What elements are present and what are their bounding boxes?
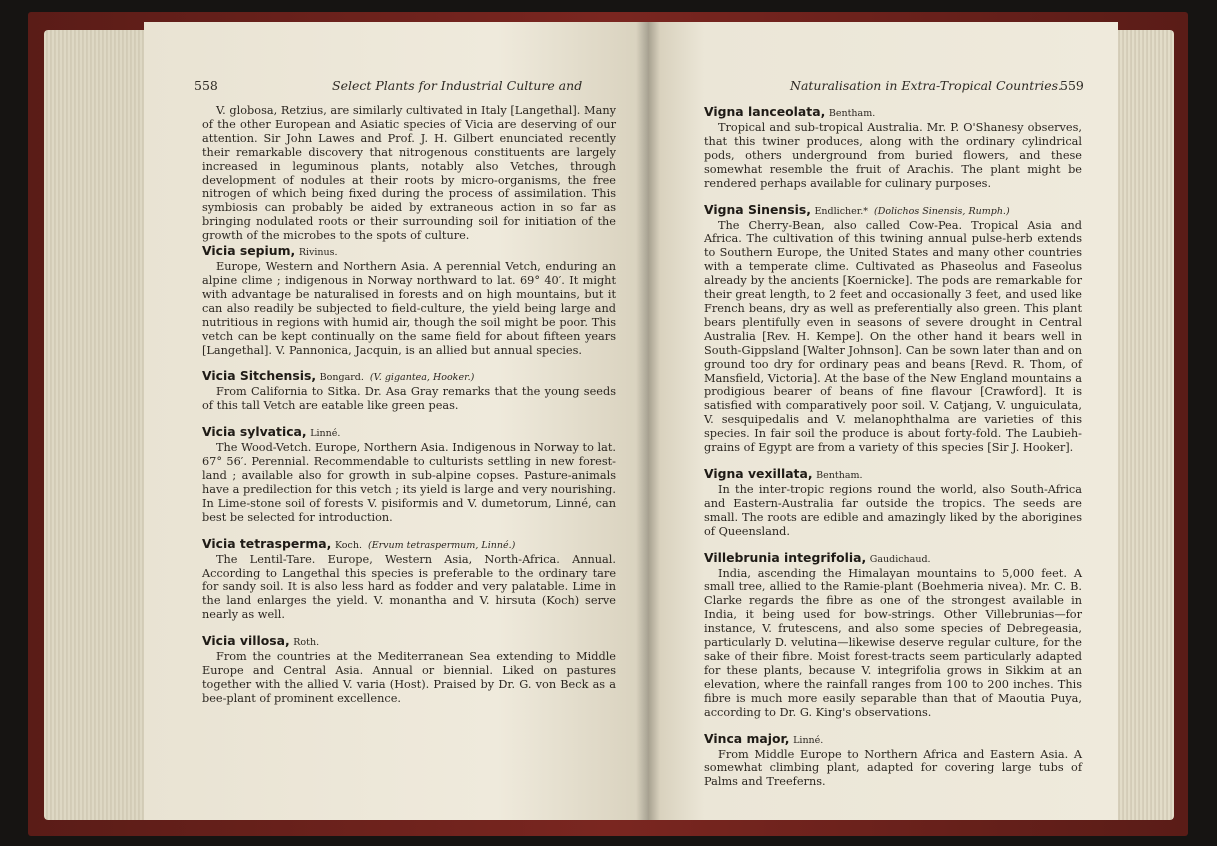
left-page-stack — [44, 30, 156, 820]
entry-description: Tropical and sub-tropical Australia. Mr. P. O'Shanesy observes, that this twiner produces, along with the ordinary cylindrical pods, others underground from buried flowers, and these somewhat resemble the fruit of Arachis. The plant might be rendered perhaps available for culinary purposes. — [704, 121, 1082, 190]
plant-entry — [704, 731, 1082, 790]
plant-entry — [704, 104, 1082, 191]
plant-entry — [202, 536, 616, 623]
species-name: Vigna lanceolata, — [704, 104, 826, 119]
plant-entry — [202, 368, 616, 413]
entry-heading — [704, 466, 1082, 483]
entry-description: The Wood-Vetch. Europe, Northern Asia. Indigenous in Norway to lat. 67° 56′. Perennial. Recommendable to culturists settling in new forest-land ; available also for growth in sub-alpine copses. Pasture-animals have a predilection for this vetch ; its yield is large and very nourishing. In Lime-stone soil of forests V. pisiformis and V. dumetorum, Linné, can best be selected for introduction. — [202, 441, 616, 524]
entry-heading — [704, 104, 1082, 121]
species-authority: Endlicher.* — [814, 205, 869, 217]
plant-entry — [202, 243, 616, 357]
entry-description: From Middle Europe to Northern Africa and Eastern Asia. A somewhat climbing plant, adapted for covering large tubs of Palms and Treeferns. — [704, 747, 1082, 789]
entry-heading — [202, 633, 616, 650]
book-gutter — [636, 22, 660, 820]
left-entries — [202, 243, 616, 706]
intro-paragraph: V. globosa, Retzius, are similarly cultivated in Italy [Langethal]. Many of the other European and Asiatic species of Vicia are deserving of our attention. Sir John Lawes and Prof. J. H. Gilbert enunciated recently their remarkable discovery that nitrogenous constituents are largely increased in leguminous plants, notably also Vetches, through development of nodules at their roots by micro-organisms, the free nitrogen of which being fixed during the process of assimilation. This symbiosis can probably be aided by extraneous action in so far as bringing nodulated roots or their surrounding soil for initiation of the growth of the microbes to the spots of culture. — [202, 104, 616, 243]
entry-heading — [202, 243, 616, 260]
entry-description: The Lentil-Tare. Europe, Western Asia, North-Africa. Annual. According to Langethal this species is preferable to the ordinary tare for sandy soil. It is also less hard as fodder and very palatable. Lime in the land enlarges the yield. V. monantha and V. hirsuta (Koch) serve nearly as well. — [202, 552, 616, 622]
left-running-title: Select Plants for Industrial Culture and — [332, 78, 583, 93]
right-running-title: Naturalisation in Extra-Tropical Countries. — [790, 78, 1062, 93]
species-synonym: (V. gigantea, Hooker.) — [369, 372, 475, 384]
entry-description: The Cherry-Bean, also called Cow-Pea. Tropical Asia and Africa. The cultivation of this twining annual pulse-herb extends to Southern Europe, the United States and many other countries with a temperate clime. Cultivated as Phaseolus and Faseolus already by the ancients [Koernicke]. The pods are remarkable for their great length, to 2 feet and occasionally 3 feet, and used like French beans, dry as well as preferentially also green. This plant bears plentifully even in seasons of severe drought in Central Australia [Rev. H. Kempe]. On the other hand it bears well in South-Gippsland [Walter Johnson]. Can be sown later than and on ground too dry for ordinary peas and beans [Revd. R. Thom, of Mansfield, Victoria]. At the base of the New England mountains a prodigious bearer of beans of fine flavour [Crawford]. It is satisfied with comparatively poor soil. V. Catjang, V. unguiculata, V. sesquipedalis and V. melanophthalma are varieties of this species. In fair soil the produce is about forty-fold. The Laubieh-grains of Egypt are from a variety of this species [Sir J. Hooker]. — [704, 218, 1082, 455]
species-name: Vicia villosa, — [202, 633, 290, 649]
species-authority: Gaudichaud. — [869, 553, 931, 565]
left-page — [144, 22, 648, 820]
species-name: Vicia Sitchensis, — [202, 368, 317, 384]
species-name: Vicia sepium, — [202, 243, 296, 259]
species-name: Vicia tetrasperma, — [202, 535, 332, 551]
species-synonym: (Dolichos Sinensis, Rumph.) — [874, 205, 1010, 217]
species-authority: Bentham. — [816, 469, 863, 481]
species-authority: Rivinus. — [298, 247, 338, 259]
entry-description: From California to Sitka. Dr. Asa Gray remarks that the young seeds of this tall Vetch are eatable like green peas. — [202, 385, 616, 413]
species-name: Villebrunia integrifolia, — [704, 549, 867, 565]
plant-entry — [704, 466, 1082, 539]
species-name: Vinca major, — [704, 730, 790, 746]
entry-heading — [704, 550, 1082, 567]
plant-entry — [704, 202, 1082, 455]
species-name: Vigna vexillata, — [704, 465, 813, 481]
species-authority: Linné. — [793, 734, 824, 746]
plant-entry — [202, 424, 616, 524]
entry-description: From the countries at the Mediterranean Sea extending to Middle Europe and Central Asia. Annual or biennial. Liked on pastures together with the allied V. varia (Host). Praised by Dr. G. von Beck as a bee-plant of prominent excellence. — [202, 650, 616, 705]
right-page — [648, 22, 1118, 820]
species-name: Vigna Sinensis, — [704, 201, 811, 217]
entry-heading — [704, 202, 1082, 219]
entry-heading — [202, 536, 616, 553]
entry-heading — [202, 424, 616, 441]
species-name: Vicia sylvatica, — [202, 424, 307, 440]
open-book — [44, 16, 1174, 830]
species-authority: Bentham. — [828, 108, 876, 119]
species-authority: Roth. — [293, 637, 320, 649]
entry-heading — [202, 368, 616, 385]
right-page-number: 559 — [1060, 78, 1084, 93]
entry-description: In the inter-tropic regions round the world, also South-Africa and Eastern-Australia far outside the tropics. The seeds are small. The roots are edible and amazingly liked by the aborigines of Queensland. — [704, 482, 1082, 538]
species-synonym: (Ervum tetraspermum, Linné.) — [367, 539, 516, 551]
entry-heading — [704, 731, 1082, 748]
plant-entry — [704, 550, 1082, 720]
plant-entry — [202, 633, 616, 706]
left-column — [202, 104, 616, 717]
right-column — [704, 104, 1082, 800]
entry-description: Europe, Western and Northern Asia. A perennial Vetch, enduring an alpine clime ; indigenous in Norway northward to lat. 69° 40′. It might with advantage be naturalised in forests and on high mountains, but it can also readily be subjected to field-culture, the yield being large and nutritious in regions with humid air, though the soil might be poor. This vetch can be kept continually on the same field for about fifteen years [Langethal]. V. Pannonica, Jacquin, is an allied but annual species. — [202, 260, 616, 357]
species-authority: Koch. — [334, 539, 362, 551]
entry-description: India, ascending the Himalayan mountains to 5,000 feet. A small tree, allied to the Ramie-plant (Boehmeria nivea). Mr. C. B. Clarke regards the fibre as one of the strongest available in India, it being used for bow-strings. Other Villebrunias—for instance, V. frutescens, and also some species of Debregeasia, particularly D. velutina—likewise deserve regular culture, for the sake of their fibre. Moist forest-tracts seem particularly adapted for these plants, because V. integrifolia grows in Sikkim at an elevation, where the rainfall ranges from 100 to 200 inches. This fibre is much more easily separable than that of Maoutia Puya, according to Dr. G. King's observations. — [704, 566, 1082, 719]
species-authority: Bongard. — [319, 372, 364, 384]
right-entries — [704, 104, 1082, 789]
left-page-number: 558 — [194, 78, 218, 93]
species-authority: Linné. — [310, 428, 341, 440]
